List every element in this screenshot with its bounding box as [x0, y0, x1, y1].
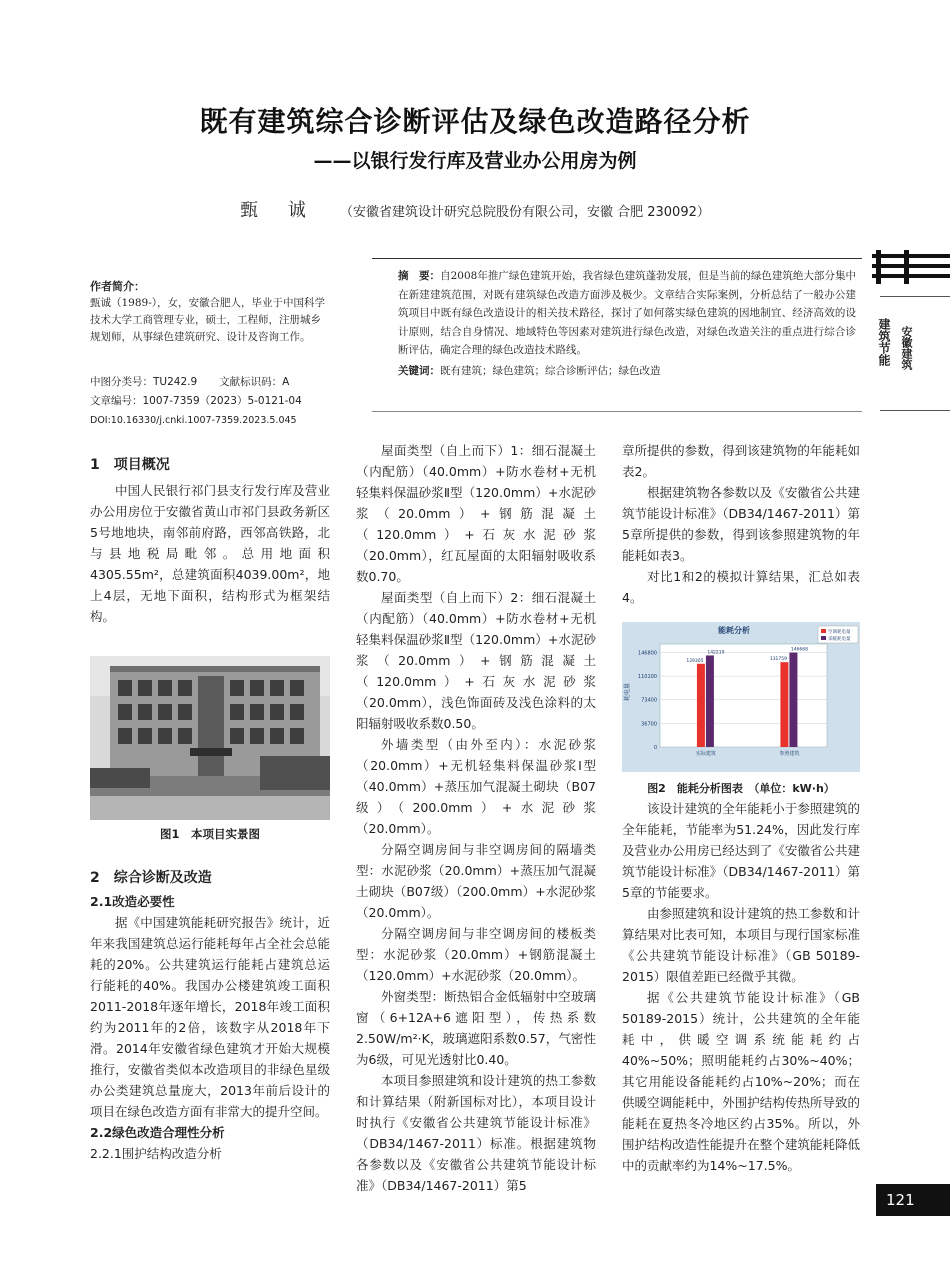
col3-paragraph-5: 据《公共建筑节能设计标准》（GB 50189-2015）统计，公共建筑的全年能耗中，供暖空调系统能耗约占40%~50%；照明能耗约占30%~40%；其它用能设备能耗约占10%~20%；而在供暖空调能耗中，外围护结构传热所导致的能耗在夏热冬冷地区约占35%。所以，外围护结构改造性能提升在整个建筑能耗降低中的贡献率约为14%~17.5%。: [622, 990, 860, 1173]
figure-1-caption: 图1 本项目实景图: [159, 827, 260, 841]
abstract-label: 摘 要：: [398, 270, 441, 282]
column-2: [356, 440, 596, 1196]
chart-data-label: 146668: [790, 647, 809, 653]
chart-legend: [818, 626, 858, 643]
paper-subtitle: ——以银行发行库及营业办公用房为例: [313, 150, 637, 172]
chart-y-axis: [638, 644, 827, 751]
building-photo-image: [90, 656, 330, 820]
chart-legend-swatch: [821, 629, 826, 633]
chart-data-label: 129305: [686, 658, 704, 664]
doc-code: 文献标识码：A: [219, 376, 290, 388]
partition-wall-type: 分隔空调房间与非空调房间的隔墙类型：水泥砂浆（20.0mm）+蒸压加气混凝土砌块（B07级）（200.0mm）+水泥砂浆（20.0mm）。: [356, 842, 596, 920]
abstract-text: 自2008年推广绿色建筑开始，我省绿色建筑蓬勃发展，但是当前的绿色建筑绝大部分集中在新建建筑范围，对既有建筑绿色改造方面涉及极少。文章结合实际案例，分析总结了一般办公建筑项目中既有绿色改造设计的相关技术路径，探讨了如何落实绿色建筑的因地制宜、经济高效的设计原则，结合自身情况、地域特色等因素对建筑进行绿色改造，对绿色改造关注的重点进行综合诊断评估，确定合理的绿色改造技术路线。: [398, 270, 856, 356]
author-affiliation: （安徽省建筑设计研究总院股份有限公司，安徽 合肥 230092）: [339, 205, 710, 220]
chart-y-tick-label: 0: [653, 745, 657, 751]
author-bio-heading: 作者简介：: [90, 280, 145, 293]
col3-paragraph-1: 根据建筑物各参数以及《安徽省公共建筑节能设计标准》（DB34/1467-2011）第5章所提供的参数，得到该参照建筑物的年能耗如表3。: [622, 485, 860, 563]
doi: DOI:10.16330/j.cnki.1007-7359.2023.5.045: [90, 415, 297, 426]
abstract-box: [372, 258, 862, 412]
section-2-1-paragraph: 据《中国建筑能耗研究报告》统计，近年来我国建筑总运行能耗每年占全社会总能耗的20%。公共建筑运行能耗占建筑总运行能耗的40%。我国办公楼建筑竣工面积2011-2018年逐年增长，2018年竣工面积约为2011年的2倍，该数字从2018年下滑。2014年安徽省绿色建筑才开始大规模推行，安徽省类似本改造项目的非绿色星级办公类建筑总量庞大，2013年前后设计的项目在绿色改造方面有非常大的提升空间。: [90, 915, 330, 1119]
col3-continuation: 章所提供的参数，得到该建筑物的年能耗如表2。: [622, 443, 860, 479]
chart-legend-swatch: [821, 636, 826, 640]
column-1-section-2: [90, 868, 330, 1164]
energy-chart: [622, 622, 860, 772]
chart-title: 能耗分析: [718, 626, 750, 635]
chart-data-label: 131759: [769, 657, 788, 663]
sidebar-label-journal: 安徽建筑: [900, 326, 913, 370]
sidebar-divider: [880, 296, 950, 297]
chart-data-label: 142219: [707, 650, 725, 656]
thermal-parameters-paragraph: 本项目参照建筑和设计建筑的热工参数和计算结果（附新国标对比），本项目设计时执行《安徽省公共建筑节能设计标准》（DB34/1467-2011）标准。根据建筑物各参数以及《安徽省公共建筑节能设计标准》（DB34/1467-2011）第5: [356, 1073, 596, 1193]
section-2-2-title: 2.2绿色改造合理性分析: [90, 1125, 225, 1140]
column-3-top: [622, 440, 860, 608]
section-1-title: 1 项目概况: [90, 457, 170, 473]
section-2-1-title: 2.1改造必要性: [90, 894, 175, 909]
author-bio: [90, 278, 330, 346]
section-2-title: 2 综合诊断及改造: [90, 870, 212, 886]
roof-type-1: 屋面类型（自上而下）1：细石混凝土（内配筋）（40.0mm）+防水卷材+无机轻集料保温砂浆Ⅱ型（120.0mm）+水泥砂浆（20.0mm）+钢筋混凝土（120.0mm）+石灰水泥砂浆（20.0mm），红瓦屋面的太阳辐射吸收系数0.70。: [356, 443, 596, 584]
chart-y-label: 耗电量: [624, 682, 631, 702]
col3-paragraph-4: 由参照建筑和设计建筑的热工参数和计算结果对比表可知，本项目与现行国家标准《公共建筑节能设计标准》（GB 50189-2015）限值差距已经微乎其微。: [622, 906, 860, 984]
author-line: [0, 196, 950, 222]
chart-legend-label: 空调耗电量: [828, 630, 851, 635]
wall-type: 外墙类型（由外至内）：水泥砂浆（20.0mm）+无机轻集料保温砂浆Ⅰ型（40.0mm）+蒸压加气混凝土砌块（B07级）（200.0mm）+水泥砂浆（20.0mm）。: [356, 737, 596, 836]
chart-y-tick-label: 36700: [641, 721, 657, 728]
chart-y-tick-label: 110100: [637, 674, 657, 681]
chart-x-axis: [696, 750, 800, 757]
chart-bar: [789, 653, 797, 747]
chart-bar: [706, 655, 714, 747]
author-name: 甄 诚: [240, 200, 318, 221]
chart-bar: [697, 664, 705, 747]
chart-y-tick-label: 73400: [641, 697, 657, 704]
chart-legend-label: 采暖耗电量: [828, 637, 851, 642]
article-number: 文章编号：1007-7359（2023）5-0121-04: [90, 395, 302, 407]
author-bio-text: 甄诚（1989-），女，安徽合肥人，毕业于中国科学技术大学工商管理专业，硕士，工程师，注册城乡规划师，从事绿色建筑研究、设计及咨询工作。: [90, 297, 326, 343]
col3-paragraph-3: 该设计建筑的全年能耗小于参照建筑的全年能耗，节能率为51.24%，因此发行库及营业办公用房已经达到了《安徽省公共建筑节能设计标准》（DB34/1467-2011）第5章的节能要求。: [622, 801, 860, 900]
figure-2-caption: 图2 能耗分析图表 （单位：kW·h）: [647, 782, 835, 795]
column-1: [90, 455, 330, 627]
chart-x-tick-label: 参照建筑: [779, 751, 800, 757]
section-1-paragraph: 中国人民银行祁门县支行发行库及营业办公用房位于安徽省黄山市祁门县政务新区5号地地块，南邻前府路，西邻高铁路，北与县地税局毗邻。总用地面积4305.55m²，总建筑面积4039.00m²，地上4层，无地下面积，结构形式为框架结构。: [90, 483, 330, 624]
article-meta: [90, 373, 340, 430]
roof-type-2: 屋面类型（自上而下）2：细石混凝土（内配筋）（40.0mm）+防水卷材+无机轻集料保温砂浆Ⅱ型（120.0mm）+水泥砂浆（20.0mm）+钢筋混凝土（120.0mm）+石灰水泥砂浆（20.0mm），浅色饰面砖及浅色涂料的太阳辐射吸收系数0.50。: [356, 590, 596, 731]
paper-title: 既有建筑综合诊断评估及绿色改造路径分析: [199, 105, 751, 138]
column-3-bottom: [622, 798, 860, 1176]
page-number: 121: [876, 1184, 950, 1216]
window-type: 外窗类型：断热铝合金低辐射中空玻璃窗（6+12A+6遮阳型），传热系数2.50W/m²·K，玻璃遮阳系数0.57，气密性为6级，可见光透射比0.40。: [356, 989, 596, 1067]
section-2-2-1-title: 2.2.1围护结构改造分析: [90, 1146, 222, 1161]
sidebar-label-energy: 建筑节能: [877, 318, 891, 366]
chart-plot-area: [660, 644, 827, 747]
chart-bar: [780, 662, 788, 747]
clc-number: 中图分类号：TU242.9: [90, 376, 198, 388]
chart-y-tick-label: 146800: [637, 650, 657, 657]
sidebar-divider-bottom: [880, 410, 950, 411]
col3-paragraph-2: 对比1和2的模拟计算结果，汇总如表4。: [622, 569, 860, 605]
building-photo: [90, 656, 330, 820]
floor-slab-type: 分隔空调房间与非空调房间的楼板类型：水泥砂浆（20.0mm）+钢筋混凝土（120.0mm）+水泥砂浆（20.0mm）。: [356, 926, 596, 983]
keywords: 既有建筑；绿色建筑；综合诊断评估；绿色改造: [440, 364, 661, 377]
energy-chart-svg: [622, 622, 860, 772]
journal-logo-icon: [872, 250, 950, 284]
chart-x-tick-label: 实际建筑: [695, 751, 716, 757]
keywords-label: 关键词：: [398, 364, 440, 377]
